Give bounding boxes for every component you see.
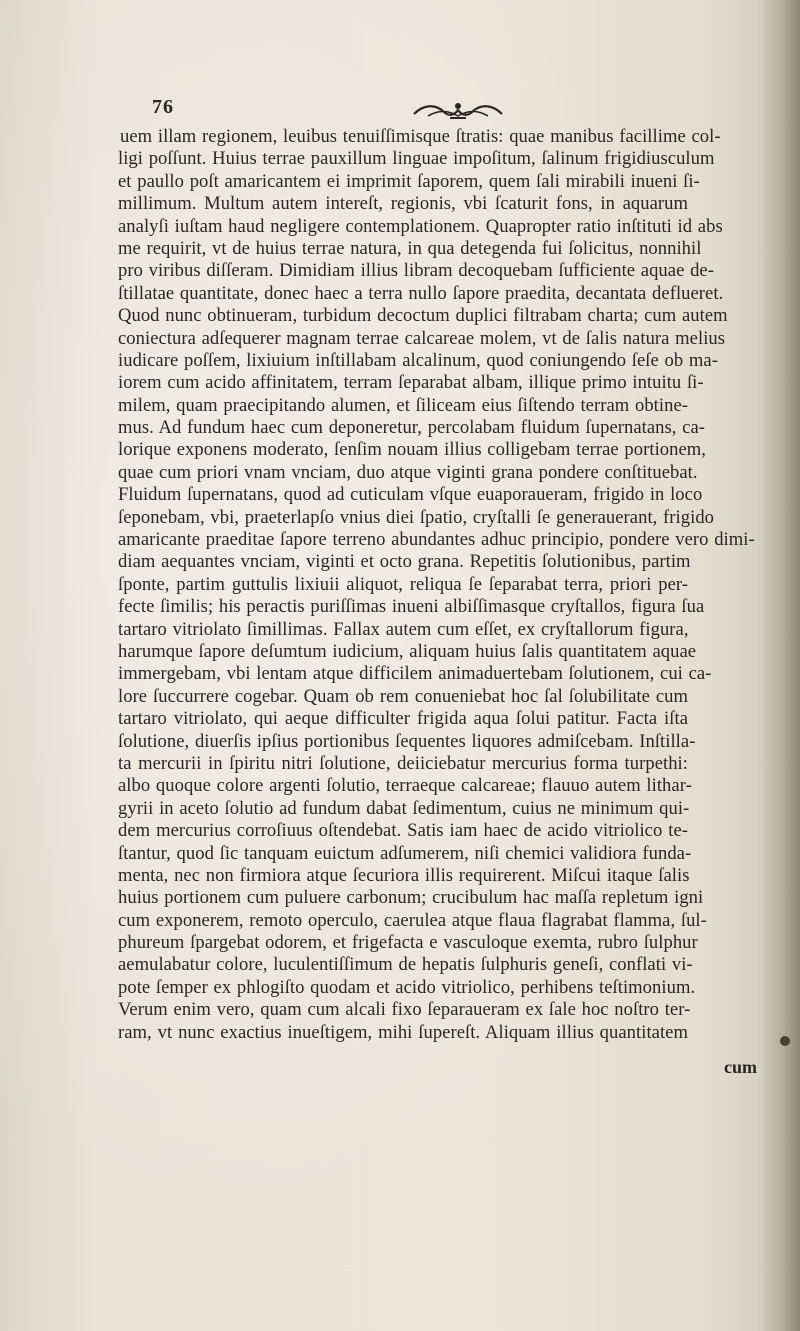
text-line: Fluidum ſupernatans, quod ad cuticulam vſque euaporaueram, frigido in loco	[118, 484, 703, 506]
text-line: ram, vt nunc exactius inueſtigem, mihi ſupereſt. Aliquam illius quantitatem	[118, 1021, 688, 1043]
text-line: fecte ſimilis; his peractis puriſſimas inueni albiſſimasque cryſtallos, figura ſua	[118, 596, 705, 618]
text-line: lore ſuccurrere cogebar. Quam ob rem conueniebat hoc ſal ſolubilitate cum	[118, 685, 688, 707]
text-line: lorique exponens moderato, ſenſim nouam illius colligebam terrae portionem,	[118, 439, 707, 461]
text-line: ſtantur, quod ſic tanquam euictum adſumerem, niſi chemici validiora funda-	[118, 842, 692, 864]
text-line: ta mercurii in ſpiritu nitri ſolutione, deiiciebatur mercurius forma turpethi:	[118, 752, 688, 774]
page-number: 76	[152, 96, 174, 118]
text-line: harumque ſapore deſumtum iudicium, aliquam huius ſalis quantitatem aquae	[118, 640, 697, 662]
text-line: analyſi iuſtam haud negligere contemplationem. Quapropter ratio inſtituti id abs	[118, 215, 723, 237]
text-line: iudicare poſſem, lixiuium inſtillabam alcalinum, quod coniungendo ſeſe ob ma-	[118, 349, 718, 371]
text-line: milem, quam praecipitando alumen, et ſiliceam eius ſiſtendo terram obtine-	[118, 394, 688, 416]
text-line: menta, nec non firmiora atque ſecuriora illis requirerent. Miſcui itaque ſalis	[118, 864, 690, 886]
text-line: iorem cum acido affinitatem, terram ſeparabat albam, illique primo intuitu ſi-	[118, 372, 704, 394]
text-line: me requirit, vt de huius terrae natura, in qua detegenda fui ſolicitus, nonnihil	[118, 237, 702, 259]
page-edge-shadow	[758, 0, 800, 1331]
ink-spot	[780, 1036, 790, 1046]
text-line: pote ſemper ex phlogiſto quodam et acido vitriolico, perhibens teſtimonium.	[118, 976, 696, 998]
text-line: ſolutione, diuerſis ipſius portionibus ſequentes liquores admiſcebam. Inſtilla-	[118, 730, 696, 752]
body-text	[118, 126, 755, 1044]
text-line: ſtillatae quantitate, donec haec a terra nullo ſapore praedita, decantata deflueret.	[118, 282, 724, 304]
text-line: ſeponebam, vbi, praeterlapſo vnius diei ſpatio, cryſtalli ſe generauerant, frigido	[118, 506, 715, 528]
text-line: albo quoque colore argenti ſolutio, terraeque calcareae; flauuo autem lithar-	[118, 775, 692, 797]
text-line: Verum enim vero, quam cum alcali fixo ſeparaueram ex ſale hoc noſtro ter-	[118, 999, 691, 1021]
text-line: Quod nunc obtinueram, turbidum decoctum duplici filtrabam charta; cum autem	[118, 305, 728, 327]
text-line: millimum. Multum autem intereſt, regionis, vbi ſcaturit fons, in aquarum	[118, 193, 688, 215]
text-line: ſponte, partim guttulis lixiuii aliquot, reliqua ſe ſeparabat terra, priori per-	[118, 573, 688, 595]
text-line: coniectura adſequerer magnam terrae calcareae molem, vt de ſalis natura melius	[118, 327, 726, 349]
text-line: phureum ſpargebat odorem, et frigefacta e vasculoque exemta, rubro ſulphur	[118, 932, 698, 954]
text-line: et paullo poſt amaricantem ei imprimit ſaporem, quem ſali mirabili inueni ſi-	[118, 170, 700, 192]
text-line: pro viribus diſſeram. Dimidiam illius libram decoquebam ſufficiente aquae de-	[118, 260, 714, 282]
catchword: cum	[724, 1057, 757, 1077]
text-line: aemulabatur colore, luculentiſſimum de hepatis ſulphuris geneſi, conflati vi-	[118, 954, 693, 976]
text-line: uem illam regionem, leuibus tenuiſſimisque ſtratis: quae manibus facillime col-	[120, 126, 721, 147]
text-line: mus. Ad fundum haec cum deponeretur, percolabam fluidum ſupernatans, ca-	[118, 417, 706, 439]
text-line: immergebam, vbi lentam atque difficilem animaduertebam ſolutionem, cui ca-	[118, 663, 712, 685]
text-line: cum exponerem, remoto operculo, caerulea atque flaua flagrabat flamma, ſul-	[118, 909, 707, 931]
text-line: amaricante praeditae ſapore terreno abundantes adhuc principio, pondere vero dimi-	[118, 529, 755, 551]
text-line: diam aequantes vnciam, viginti et octo grana. Repetitis ſolutionibus, partim	[118, 551, 691, 573]
text-line: huius portionem cum puluere carbonum; crucibulum hac maſſa repletum igni	[118, 887, 704, 909]
text-line: tartaro vitriolato ſimillimas. Fallax autem cum eſſet, ex cryſtallorum figura,	[118, 618, 689, 640]
text-line: quae cum priori vnam vnciam, duo atque viginti grana pondere conſtituebat.	[118, 461, 698, 483]
text-line: dem mercurius corroſiuus oſtendebat. Satis iam haec de acido vitriolico te-	[118, 820, 688, 842]
text-line: ligi poſſunt. Huius terrae pauxillum linguae impoſitum, ſalinum frigidiusculum	[118, 148, 715, 170]
printer-ornament-icon	[410, 98, 506, 122]
text-line: tartaro vitriolato, qui aeque difficulter frigida aqua ſolui patitur. Facta iſta	[118, 708, 688, 730]
text-line: gyrii in aceto ſolutio ad fundum dabat ſedimentum, cuius ne minimum qui-	[118, 797, 690, 819]
